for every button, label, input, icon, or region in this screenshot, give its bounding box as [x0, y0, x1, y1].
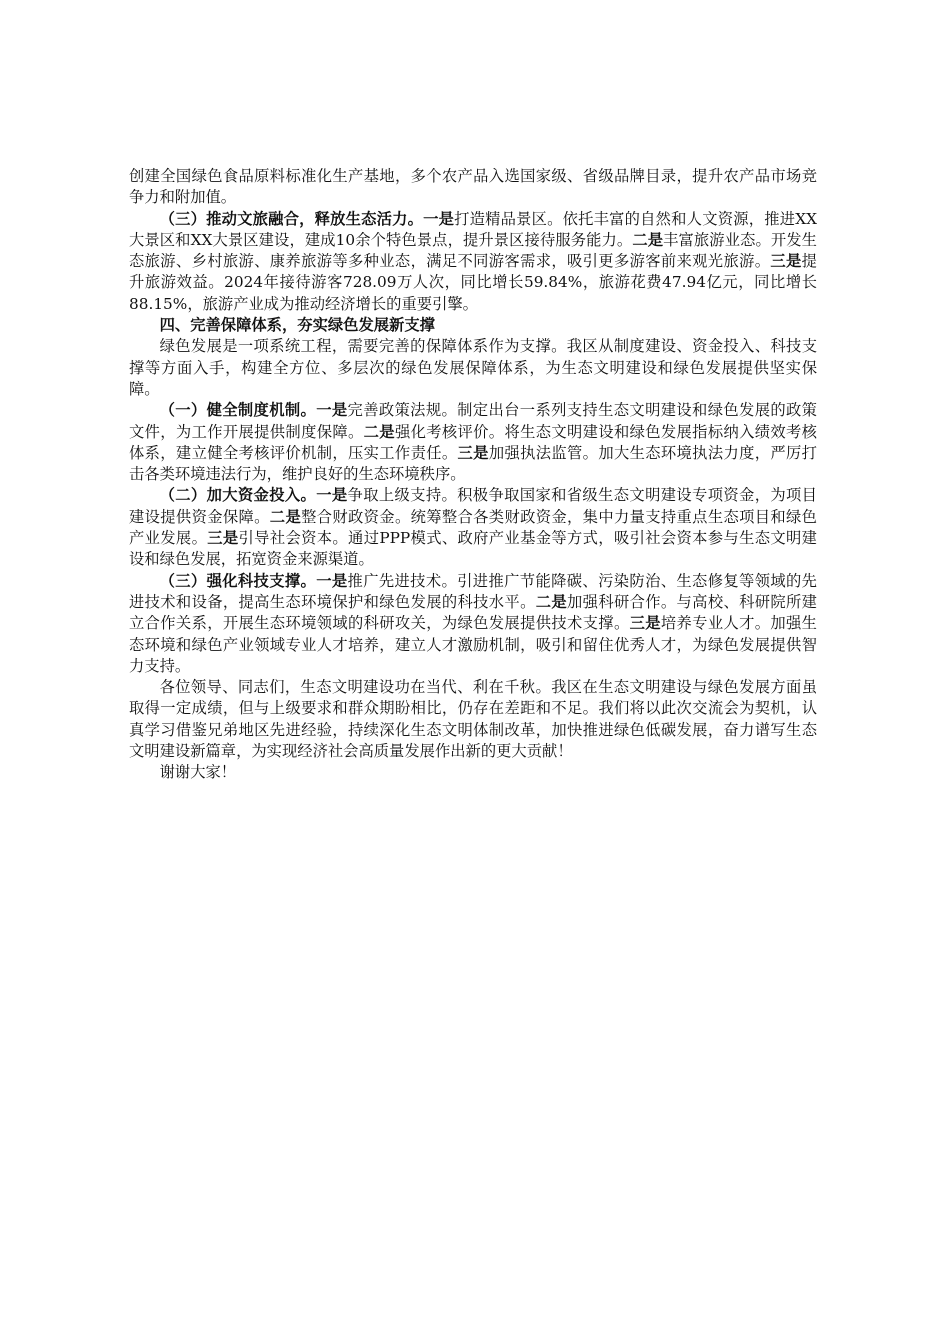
paragraph-text: 打造精品景区。依托丰富的自然和人文资源，推进XX大景区和XX大景区建设，建成10余个特色景点，提升景区接待服务能力。 [129, 209, 817, 249]
paragraph-text: 谢谢大家！ [159, 763, 237, 782]
paragraph [129, 166, 817, 209]
paragraph-text: 强化考核评价。将生态文明建设和绿色发展指标纳入绩效考核体系，建立健全考核评价机制，压实工作责任。 [129, 422, 817, 462]
bold-text: 三是 [770, 252, 802, 271]
bold-text: （一）健全制度机制。 [159, 401, 317, 420]
bold-text: 三是 [207, 529, 239, 548]
paragraph [129, 677, 817, 762]
bold-text: 三是 [629, 614, 661, 633]
bold-text: （三）强化科技支撑。 [159, 571, 317, 590]
bold-text: 四、完善保障体系，夯实绿色发展新支撑 [159, 316, 435, 335]
paragraph-text: 提升旅游效益。2024年接待游客728.09万人次，同比增长59.84%，旅游花费47.94亿元，同比增长88.15%，旅游产业成为推动经济增长的重要引擎。 [129, 252, 817, 313]
paragraph-text: 完善政策法规。制定出台一系列支持生态文明建设和绿色发展的政策文件，为工作开展提供制度保障。 [129, 401, 817, 441]
paragraph-text: 创建全国绿色食品原料标准化生产基地，多个农产品入选国家级、省级品牌目录，提升农产品市场竞争力和附加值。 [129, 167, 817, 207]
bold-text: 一是 [423, 209, 455, 228]
paragraph-text: 绿色发展是一项系统工程，需要完善的保障体系作为支撑。我区从制度建设、资金投入、科技支撑等方面入手，构建全方位、多层次的绿色发展保障体系，为生态文明建设和绿色发展提供坚实保障。 [129, 337, 817, 398]
bold-text: 二是 [632, 230, 664, 249]
document-body [129, 166, 817, 784]
bold-text: 一是 [316, 486, 348, 505]
paragraph-text: 引导社会资本。通过PPP模式、政府产业基金等方式，吸引社会资本参与生态文明建设和绿色发展，拓宽资金来源渠道。 [129, 529, 817, 569]
bold-text: 二是 [535, 592, 568, 611]
bold-text: 一是 [316, 571, 348, 590]
paragraph [129, 315, 817, 336]
paragraph [129, 571, 817, 677]
paragraph [129, 336, 817, 400]
paragraph-text: 加强科研合作。与高校、科研院所建立合作关系，开展生态环境领域的科研攻关，为绿色发展提供技术支撑。 [129, 592, 817, 633]
paragraph-text: 丰富旅游业态。开发生态旅游、乡村旅游、康养旅游等多种业态，满足不同游客需求，吸引更多游客前来观光旅游。 [129, 230, 817, 271]
paragraph-text: 各位领导、同志们，生态文明建设功在当代、利在千秋。我区在生态文明建设与绿色发展方面虽取得一定成绩，但与上级要求和群众期盼相比，仍存在差距和不足。我们将以此次交流会为契机，认真学习借鉴兄弟地区先进经验，持续深化生态文明体制改革，加快推进绿色低碳发展，奋力谱写生态文明建设新篇章，为实现经济社会高质量发展作出新的更大贡献！ [129, 678, 817, 761]
paragraph-text: 推广先进技术。引进推广节能降碳、污染防治、生态修复等领域的先进技术和设备，提高生态环境保护和绿色发展的科技水平。 [129, 571, 817, 611]
bold-text: 三是 [457, 443, 489, 462]
bold-text: 一是 [316, 401, 348, 420]
bold-text: （二）加大资金投入。 [159, 486, 317, 505]
bold-text: （三）推动文旅融合，释放生态活力。 [159, 209, 424, 228]
bold-text: 二是 [363, 422, 395, 441]
paragraph [129, 400, 817, 485]
paragraph-text: 加强执法监管。加大生态环境执法力度，严厉打击各类环境违法行为，维护良好的生态环境秩序。 [129, 443, 817, 484]
paragraph-text: 培养专业人才。加强生态环境和绿色产业领域专业人才培养，建立人才激励机制，吸引和留住优秀人才，为绿色发展提供智力支持。 [129, 614, 817, 675]
paragraph [129, 485, 817, 570]
paragraph-text: 争取上级支持。积极争取国家和省级生态文明建设专项资金，为项目建设提供资金保障。 [129, 486, 817, 526]
paragraph-text: 整合财政资金。统筹整合各类财政资金，集中力量支持重点生态项目和绿色产业发展。 [129, 507, 817, 548]
paragraph [129, 762, 817, 783]
paragraph [129, 209, 817, 315]
bold-text: 二是 [269, 507, 302, 526]
